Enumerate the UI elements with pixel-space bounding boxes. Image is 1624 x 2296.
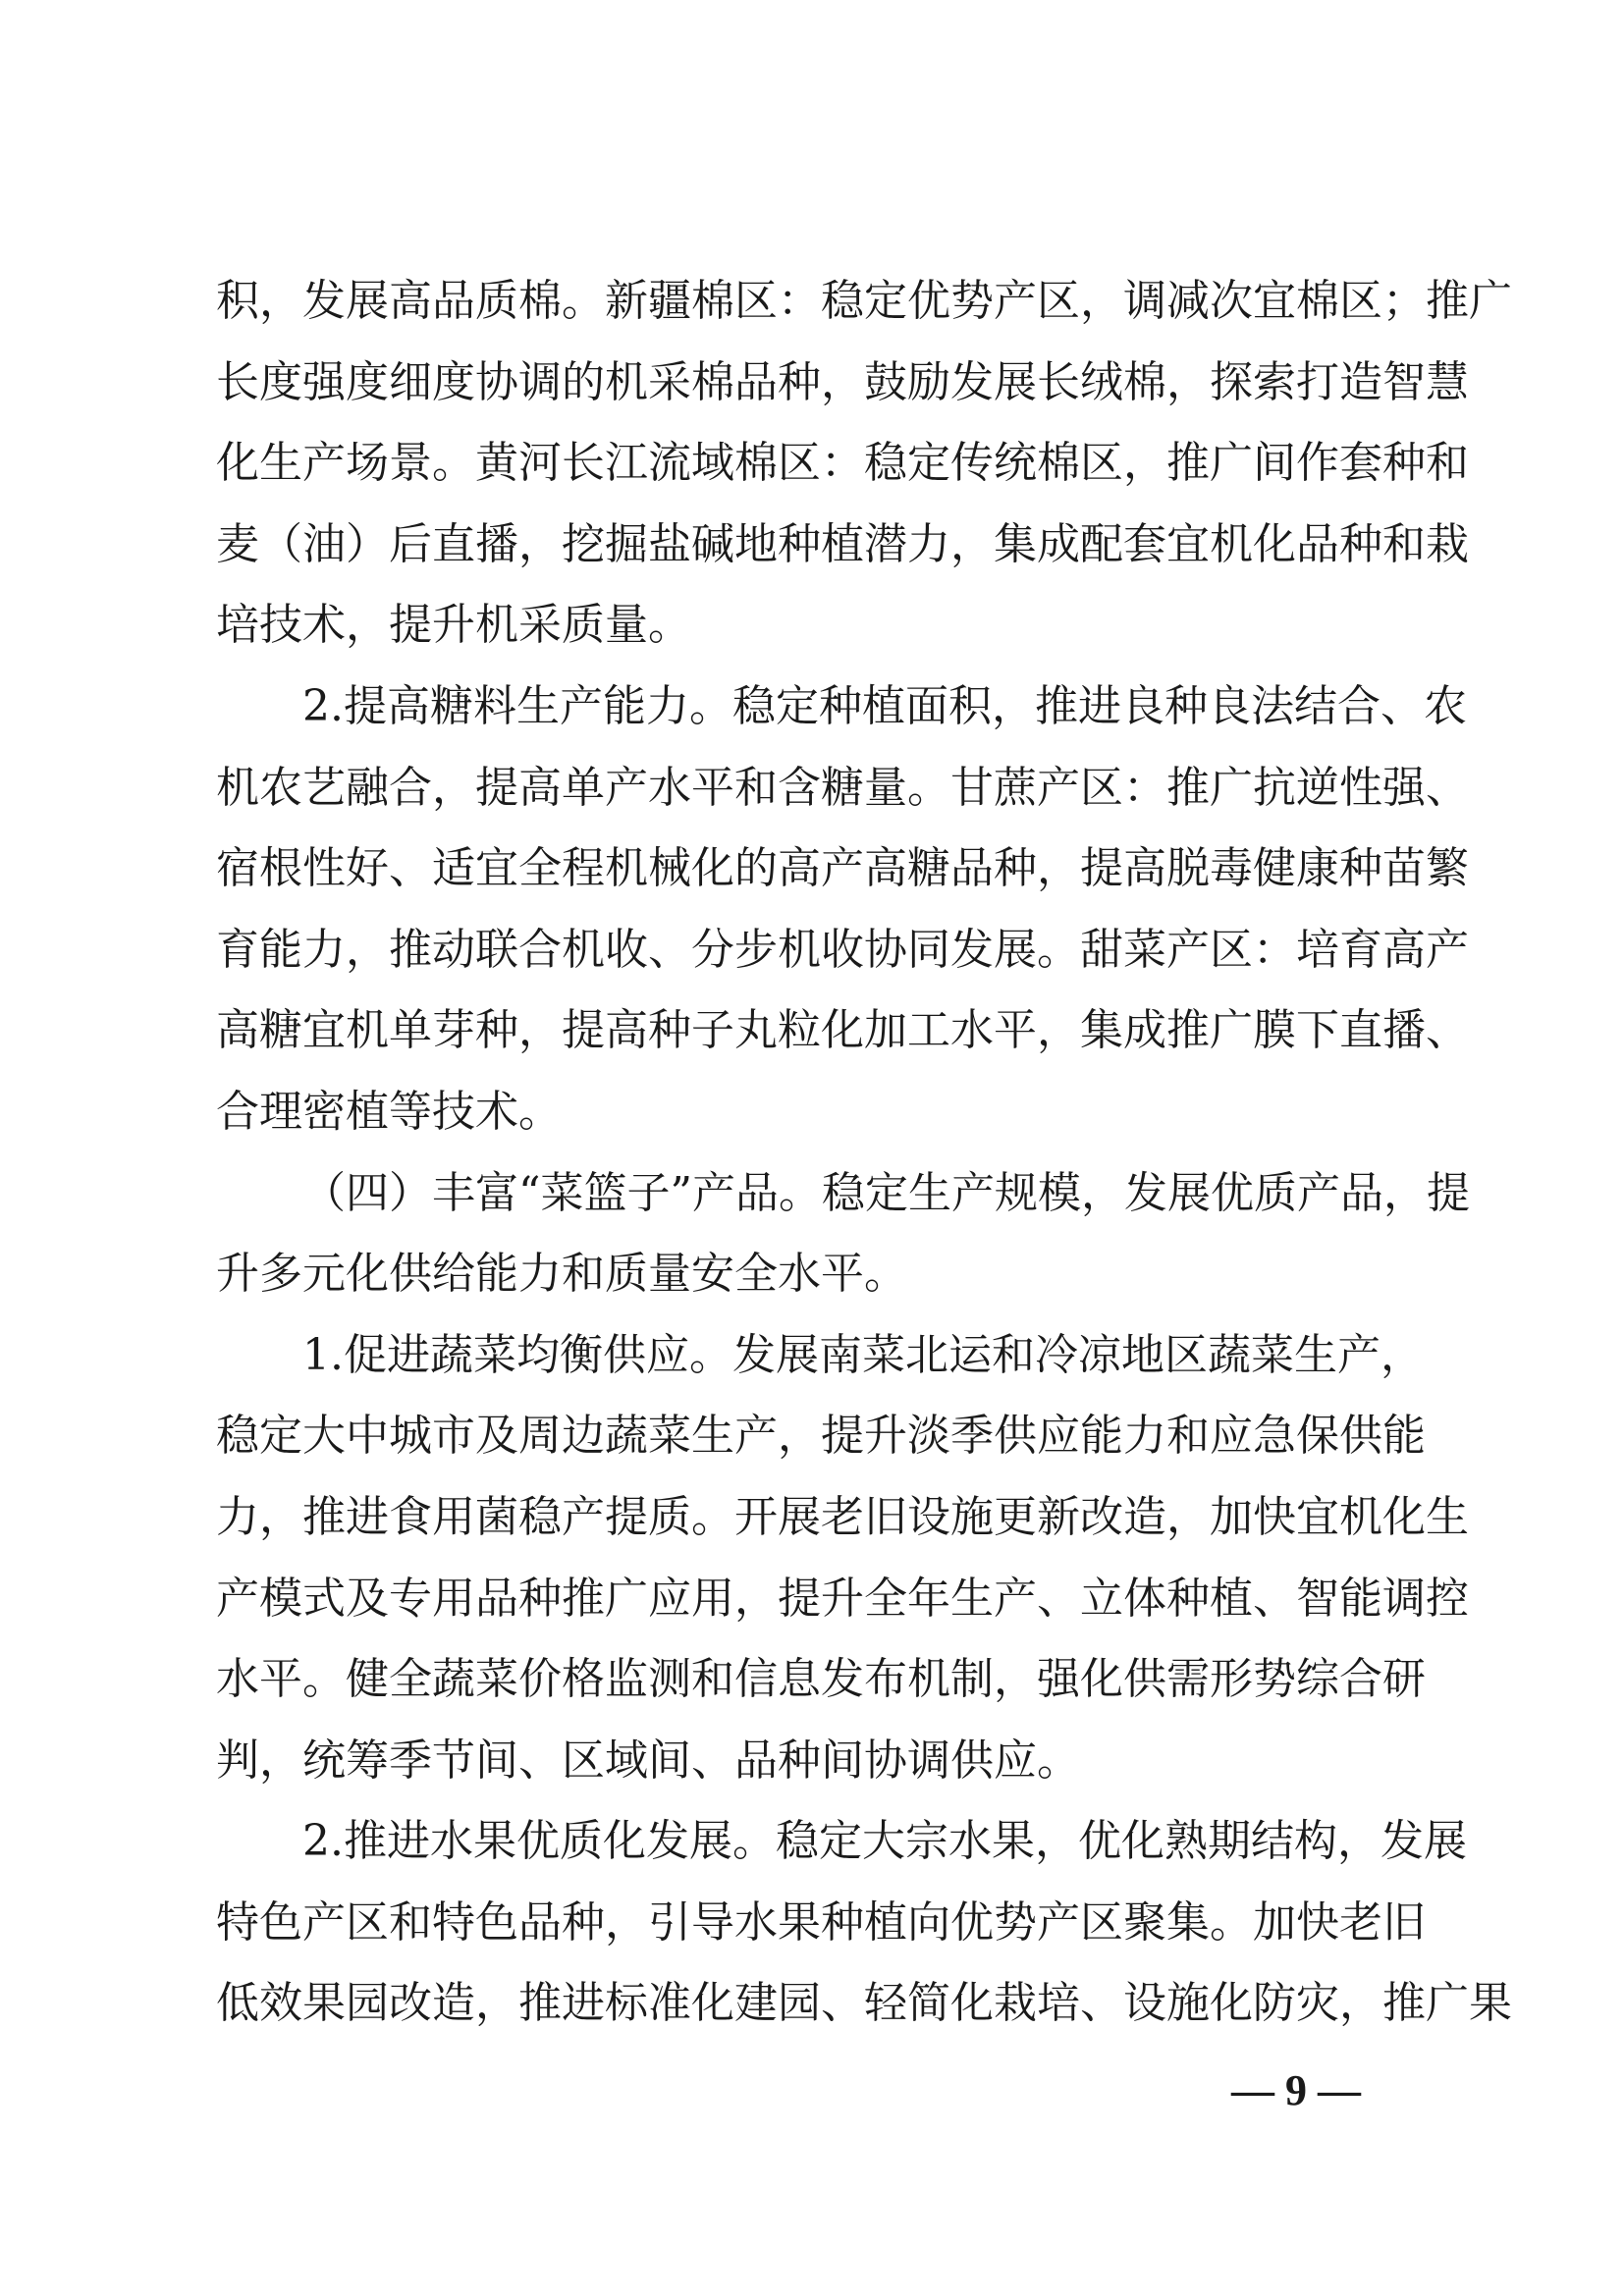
paragraph-vegetables xyxy=(216,1315,1469,1802)
text-line: 特色产区和特色品种，引导水果种植向优势产区聚集。加快老旧 xyxy=(216,1896,1426,1948)
paragraph-cotton-continued xyxy=(216,261,1512,667)
text-line: 积，发展高品质棉。新疆棉区：稳定优势产区，调减次宜棉区；推广 xyxy=(216,276,1512,326)
text-line: 1.促进蔬菜均衡供应。发展南菜北运和冷凉地区蔬菜生产， xyxy=(302,1329,1424,1380)
text-line: （四）丰富“菜篮子”产品。稳定生产规模，发展优质产品，提 xyxy=(302,1167,1470,1218)
text-line: 合理密植等技术。 xyxy=(216,1086,562,1137)
text-line: 麦（油）后直播，挖掘盐碱地种植潜力，集成配套宜机化品种和栽 xyxy=(216,518,1469,569)
page-number: — 9 — xyxy=(1231,2066,1361,2114)
text-line: 力，推进食用菌稳产提质。开展老旧设施更新改造，加快宜机化生 xyxy=(216,1491,1469,1542)
paragraph-sugar xyxy=(216,667,1469,1153)
text-line: 机农艺融合，提高单产水平和含糖量。甘蔗产区：推广抗逆性强、 xyxy=(216,762,1469,813)
text-line: 稳定大中城市及周边蔬菜生产，提升淡季供应能力和应急保供能 xyxy=(216,1411,1426,1462)
document-body xyxy=(216,261,1512,2045)
text-line: 2.推进水果优质化发展。稳定大宗水果，优化熟期结构，发展 xyxy=(302,1816,1467,1867)
text-line: 升多元化供给能力和质量安全水平。 xyxy=(216,1249,907,1300)
text-line: 水平。健全蔬菜价格监测和信息发布机制，强化供需形势综合研 xyxy=(216,1654,1426,1705)
text-line: 宿根性好、适宜全程机械化的高产高糖品种，提高脱毒健康种苗繁 xyxy=(216,843,1469,894)
text-line: 判，统筹季节间、区域间、品种间协调供应。 xyxy=(216,1735,1080,1786)
paragraph-fruit xyxy=(216,1801,1512,2045)
text-line: 育能力，推动联合机收、分步机收协同发展。甜菜产区：培育高产 xyxy=(216,924,1469,975)
text-line: 培技术，提升机采质量。 xyxy=(216,600,691,651)
text-line: 化生产场景。黄河长江流域棉区：稳定传统棉区，推广间作套种和 xyxy=(216,438,1469,489)
text-line: 2.提高糖料生产能力。稳定种植面积，推进良种良法结合、农 xyxy=(302,680,1467,731)
text-line: 低效果园改造，推进标准化建园、轻简化栽培、设施化防灾，推广果 xyxy=(216,1978,1512,2029)
text-line: 高糖宜机单芽种，提高种子丸粒化加工水平，集成推广膜下直播、 xyxy=(216,1005,1469,1056)
text-line: 产模式及专用品种推广应用，提升全年生产、立体种植、智能调控 xyxy=(216,1573,1469,1624)
section-heading-vegetable-basket xyxy=(216,1153,1470,1315)
text-line: 长度强度细度协调的机采棉品种，鼓励发展长绒棉，探索打造智慧 xyxy=(216,356,1469,407)
